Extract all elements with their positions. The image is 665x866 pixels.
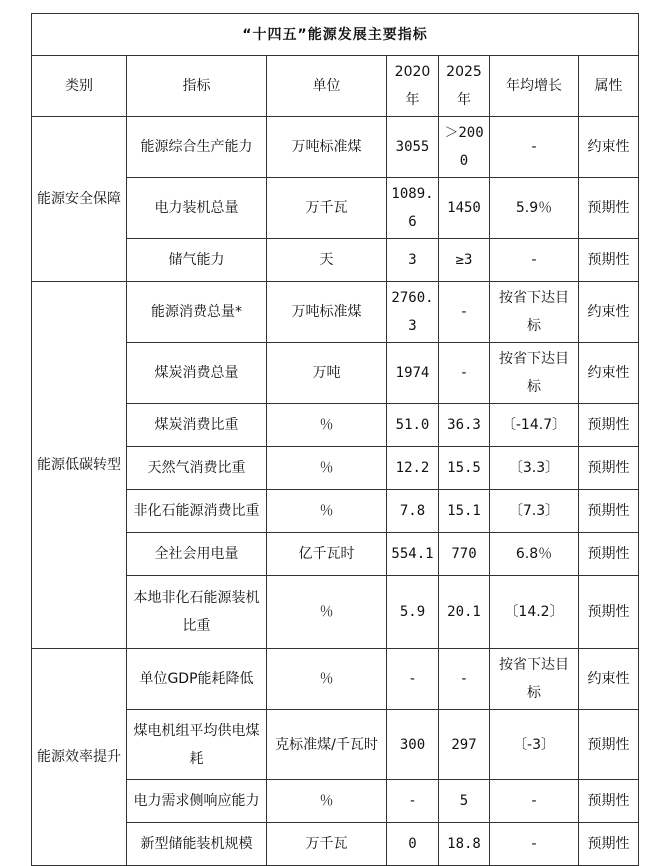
- growth-cell: -: [490, 239, 579, 282]
- growth-cell: 5.9％: [490, 178, 579, 239]
- attribute-cell: 预期性: [579, 780, 639, 823]
- attribute-cell: 约束性: [579, 282, 639, 343]
- value-2020-cell: 1974: [387, 343, 439, 404]
- attribute-cell: 预期性: [579, 533, 639, 576]
- growth-cell: 按省下达目标: [490, 649, 579, 710]
- value-2020-cell: 2760.3: [387, 282, 439, 343]
- header-2025: 2025年: [439, 56, 490, 117]
- unit-cell: 天: [267, 239, 387, 282]
- indicator-cell: 煤炭消费比重: [127, 404, 267, 447]
- value-2025-cell: 20.1: [439, 576, 490, 649]
- value-2025-cell: 1450: [439, 178, 490, 239]
- value-2020-cell: 5.9: [387, 576, 439, 649]
- unit-cell: ％: [267, 490, 387, 533]
- table-row: [32, 117, 639, 178]
- header-growth: 年均增长: [490, 56, 579, 117]
- value-2020-cell: 300: [387, 710, 439, 780]
- growth-cell: 〔-14.7〕: [490, 404, 579, 447]
- value-2025-cell: 18.8: [439, 823, 490, 866]
- unit-cell: ％: [267, 404, 387, 447]
- indicator-cell: 天然气消费比重: [127, 447, 267, 490]
- table-title: “十四五”能源发展主要指标: [32, 14, 639, 56]
- attribute-cell: 约束性: [579, 343, 639, 404]
- value-2025-cell: 770: [439, 533, 490, 576]
- value-2025-cell: 36.3: [439, 404, 490, 447]
- unit-cell: 万千瓦: [267, 823, 387, 866]
- value-2025-cell: -: [439, 343, 490, 404]
- header-category: 类别: [32, 56, 127, 117]
- unit-cell: 万吨标准煤: [267, 117, 387, 178]
- value-2020-cell: -: [387, 649, 439, 710]
- value-2025-cell: -: [439, 282, 490, 343]
- growth-cell: 〔3.3〕: [490, 447, 579, 490]
- value-2020-cell: 3055: [387, 117, 439, 178]
- growth-cell: -: [490, 780, 579, 823]
- unit-cell: ％: [267, 576, 387, 649]
- indicator-cell: 煤炭消费总量: [127, 343, 267, 404]
- header-unit: 单位: [267, 56, 387, 117]
- unit-cell: ％: [267, 649, 387, 710]
- attribute-cell: 约束性: [579, 649, 639, 710]
- growth-cell: 〔7.3〕: [490, 490, 579, 533]
- attribute-cell: 预期性: [579, 447, 639, 490]
- value-2020-cell: -: [387, 780, 439, 823]
- indicator-cell: 能源综合生产能力: [127, 117, 267, 178]
- unit-cell: ％: [267, 447, 387, 490]
- value-2025-cell: ≥3: [439, 239, 490, 282]
- indicator-cell: 全社会用电量: [127, 533, 267, 576]
- header-row: [32, 56, 639, 117]
- unit-cell: 亿千瓦时: [267, 533, 387, 576]
- value-2025-cell: ＞2000: [439, 117, 490, 178]
- indicator-table-container: [31, 13, 639, 866]
- unit-cell: 万吨标准煤: [267, 282, 387, 343]
- attribute-cell: 预期性: [579, 823, 639, 866]
- indicator-cell: 单位GDP能耗降低: [127, 649, 267, 710]
- growth-cell: 按省下达目标: [490, 282, 579, 343]
- growth-cell: 6.8％: [490, 533, 579, 576]
- attribute-cell: 预期性: [579, 178, 639, 239]
- indicator-cell: 新型储能装机规模: [127, 823, 267, 866]
- value-2020-cell: 0: [387, 823, 439, 866]
- value-2020-cell: 554.1: [387, 533, 439, 576]
- growth-cell: -: [490, 117, 579, 178]
- value-2020-cell: 3: [387, 239, 439, 282]
- value-2020-cell: 1089.6: [387, 178, 439, 239]
- attribute-cell: 预期性: [579, 576, 639, 649]
- unit-cell: 万千瓦: [267, 178, 387, 239]
- table-row: [32, 282, 639, 343]
- value-2020-cell: 12.2: [387, 447, 439, 490]
- value-2025-cell: 15.1: [439, 490, 490, 533]
- growth-cell: -: [490, 823, 579, 866]
- indicator-table: [31, 13, 639, 866]
- value-2020-cell: 51.0: [387, 404, 439, 447]
- header-attribute: 属性: [579, 56, 639, 117]
- category-cell: 能源低碳转型: [32, 282, 127, 649]
- unit-cell: ％: [267, 780, 387, 823]
- growth-cell: 按省下达目标: [490, 343, 579, 404]
- category-cell: 能源效率提升: [32, 649, 127, 866]
- attribute-cell: 预期性: [579, 239, 639, 282]
- table-body: [32, 14, 639, 866]
- header-indicator: 指标: [127, 56, 267, 117]
- attribute-cell: 约束性: [579, 117, 639, 178]
- value-2025-cell: 5: [439, 780, 490, 823]
- value-2020-cell: 7.8: [387, 490, 439, 533]
- attribute-cell: 预期性: [579, 404, 639, 447]
- unit-cell: 克标准煤/千瓦时: [267, 710, 387, 780]
- growth-cell: 〔-3〕: [490, 710, 579, 780]
- indicator-cell: 本地非化石能源装机比重: [127, 576, 267, 649]
- table-row: [32, 649, 639, 710]
- indicator-cell: 电力需求侧响应能力: [127, 780, 267, 823]
- header-2020: 2020年: [387, 56, 439, 117]
- attribute-cell: 预期性: [579, 710, 639, 780]
- growth-cell: 〔14.2〕: [490, 576, 579, 649]
- value-2025-cell: 15.5: [439, 447, 490, 490]
- category-cell: 能源安全保障: [32, 117, 127, 282]
- value-2025-cell: -: [439, 649, 490, 710]
- value-2025-cell: 297: [439, 710, 490, 780]
- title-row: [32, 14, 639, 56]
- indicator-cell: 电力装机总量: [127, 178, 267, 239]
- indicator-cell: 能源消费总量*: [127, 282, 267, 343]
- attribute-cell: 预期性: [579, 490, 639, 533]
- unit-cell: 万吨: [267, 343, 387, 404]
- indicator-cell: 储气能力: [127, 239, 267, 282]
- indicator-cell: 煤电机组平均供电煤耗: [127, 710, 267, 780]
- indicator-cell: 非化石能源消费比重: [127, 490, 267, 533]
